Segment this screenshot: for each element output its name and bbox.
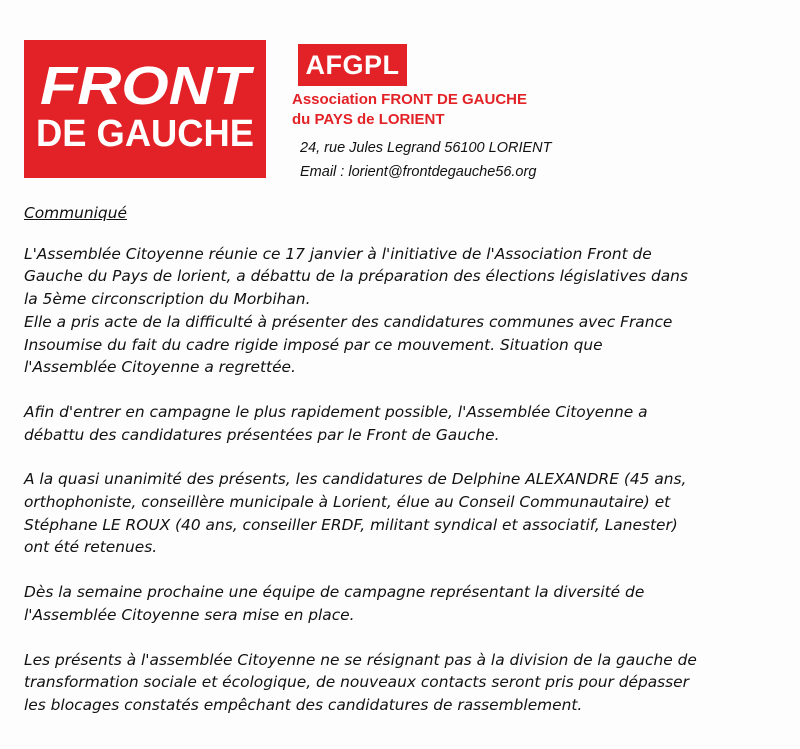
association-address: 24, rue Jules Legrand 56100 LORIENT	[300, 140, 552, 156]
communique-paragraph	[24, 401, 784, 446]
paragraph-line: Stéphane LE ROUX (40 ans, conseiller ERDF, militant syndical et associatif, Lanester)	[24, 515, 678, 534]
communique-heading: Communiqué	[24, 204, 127, 222]
paragraph-line: orthophoniste, conseillère municipale à Lorient, élue au Conseil Communautaire) et	[24, 493, 671, 512]
paragraph-line: Elle a pris acte de la difficulté à présenter des candidatures communes avec France	[24, 312, 673, 331]
logo-graphic	[24, 40, 266, 178]
association-name	[292, 90, 612, 130]
paragraph-line: A la quasi unanimité des présents, les candidatures de Delphine ALEXANDRE (45 ans,	[24, 470, 687, 489]
communique-paragraph	[24, 581, 784, 626]
communique-paragraph	[24, 468, 784, 559]
paragraph-line: Les présents à l'assemblée Citoyenne ne se résignant pas à la division de la gauche de	[24, 650, 697, 669]
communique-paragraphs	[24, 243, 784, 717]
paragraph-line: L'Assemblée Citoyenne réunie ce 17 janvier à l'initiative de l'Association Front de	[24, 244, 652, 263]
association-name-line2: du PAYS de LORIENT	[292, 111, 445, 128]
paragraph-line: transformation sociale et écologique, de nouveaux contacts seront pris pour dépasser	[24, 673, 689, 692]
paragraph-line: les blocages constatés empêchant des candidatures de rassemblement.	[24, 695, 583, 714]
communique-paragraph	[24, 243, 784, 379]
communique-body	[24, 202, 784, 739]
paragraph-line: Dès la semaine prochaine une équipe de campagne représentant la diversité de	[24, 583, 645, 602]
paragraph-line: Gauche du Pays de lorient, a débattu de la préparation des élections législatives dans	[24, 267, 688, 286]
paragraph-line: débattu des candidatures présentées par le Front de Gauche.	[24, 425, 500, 444]
association-name-line1: Association FRONT DE GAUCHE	[292, 91, 528, 108]
svg-text:DE GAUCHE: DE GAUCHE	[36, 113, 254, 155]
paragraph-line: l'Assemblée Citoyenne sera mise en place.	[24, 605, 355, 624]
paragraph-line: Insoumise du fait du cadre rigide imposé par ce mouvement. Situation que	[24, 335, 603, 354]
association-contact	[300, 136, 640, 184]
communique-paragraph	[24, 649, 784, 717]
paragraph-line: la 5ème circonscription du Morbihan.	[24, 290, 311, 309]
paragraph-line: ont été retenues.	[24, 538, 158, 557]
svg-text:FRONT: FRONT	[40, 56, 255, 116]
association-email: Email : lorient@frontdegauche56.org	[300, 164, 537, 180]
paragraph-line: Afin d'entrer en campagne le plus rapidement possible, l'Assemblée Citoyenne a	[24, 402, 648, 421]
front-de-gauche-logo	[24, 40, 266, 178]
paragraph-line: l'Assemblée Citoyenne a regrettée.	[24, 358, 296, 377]
afgpl-badge: AFGPL	[298, 44, 407, 86]
